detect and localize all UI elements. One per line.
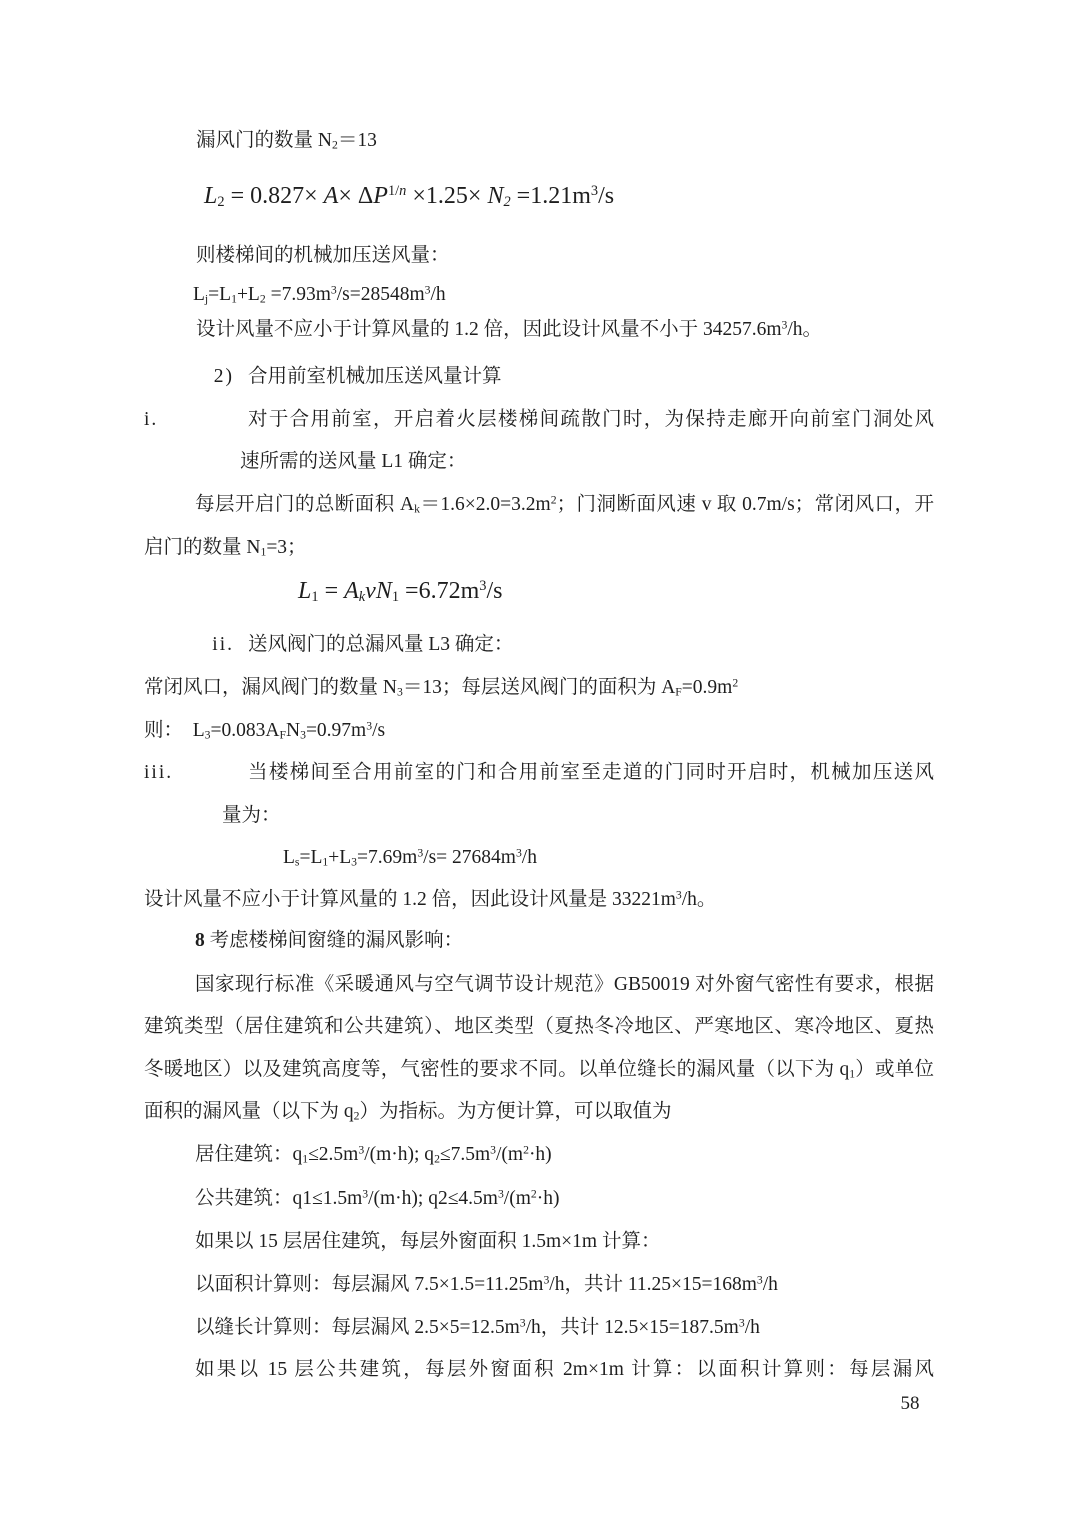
text-run: 居住建筑：q (195, 1144, 303, 1165)
text-run: 3 (362, 1187, 369, 1201)
text-run: 送风阀门的总漏风量 L3 确定： (248, 634, 514, 655)
text-run: ×1.25× (406, 183, 488, 209)
text-run: /h。 (681, 889, 717, 910)
line-L3-result (144, 711, 934, 751)
text-run: 面积的漏风量（以下为 q (144, 1101, 354, 1122)
line-item-iii-cont (222, 796, 934, 836)
text-run: 以面积计算则：每层漏风 7.5×1.5=11.25m (195, 1274, 544, 1295)
text-run: 对于合用前室，开启着火层楼梯间疏散门时，为保持走廊开向前室门洞处风 (248, 409, 934, 430)
line-design-flow-lobby (144, 880, 934, 920)
text-run: ）为指标。为方便计算，可以取值为 (359, 1101, 672, 1122)
para-gb50019-2 (144, 1007, 934, 1047)
formula-L2 (204, 176, 934, 216)
line-Ak-params (195, 485, 934, 525)
text-run: L (283, 847, 295, 868)
text-run: 3 (351, 855, 358, 869)
text-run: 1/ (387, 183, 400, 200)
text-run: /s (372, 720, 386, 741)
line-residential-limits (195, 1135, 934, 1175)
text-run: 每层开启门的总断面积 A (195, 494, 415, 515)
text-run: ）或单位 (855, 1059, 934, 1080)
text-run: 2 (217, 193, 225, 210)
text-run: 建筑类型（居住建筑和公共建筑）、地区类型（夏热冬冷地区、严寒地区、寒冷地区、夏热 (144, 1016, 934, 1037)
text-run: ·h) (528, 1144, 552, 1165)
text-run: =0.083A (210, 720, 280, 741)
text-run: 3 (738, 1316, 745, 1330)
line-Ls-result (283, 838, 934, 878)
text-run: =L (299, 847, 323, 868)
text-run: L (193, 284, 205, 305)
text-run: /h (430, 284, 446, 305)
text-run: 2 (523, 1143, 529, 1157)
text-run: =0.9m (681, 677, 733, 698)
para-gb50019-3 (144, 1050, 934, 1090)
text-run: 2 (530, 1187, 537, 1201)
text-run: /h，共计 12.5×15=187.5m (525, 1317, 739, 1338)
list-marker: ii. (212, 634, 234, 655)
text-run: ＝13；每层送风阀门的面积为 A (402, 677, 676, 698)
text-run: 以缝长计算则：每层漏风 2.5×5=12.5m (195, 1317, 520, 1338)
list-marker: 2) (213, 366, 234, 387)
text-run: A (344, 578, 359, 604)
text-run: F (675, 685, 682, 699)
text-run: 冬暖地区）以及建筑高度等，气密性的要求不同。以单位缝长的漏风量（以下为 q (144, 1059, 850, 1080)
text-run: 2 (434, 1152, 440, 1166)
line-N3-AF-params (144, 668, 934, 708)
text-run: L (204, 183, 218, 209)
page-number: 58 (900, 1393, 920, 1414)
text-run: 1 (391, 588, 400, 605)
line-item-i-cont (240, 442, 934, 482)
text-run: 2 (503, 193, 511, 210)
text-run: 3 (424, 283, 431, 297)
text-run: /h。 (787, 319, 823, 340)
text-run: /h (521, 847, 537, 868)
text-run: 3 (479, 578, 487, 595)
text-run: 3 (330, 283, 337, 297)
text-run: N (487, 183, 504, 209)
text-run: =0.97m (305, 720, 367, 741)
text-run: 量为： (222, 805, 281, 826)
line-leak-doors-count (196, 121, 934, 161)
text-run: 1 (322, 855, 329, 869)
text-run: +L (328, 847, 352, 868)
text-run: 如果以 15 层公共建筑，每层外窗面积 2m×1m 计算：以面积计算则：每层漏风 (195, 1359, 934, 1380)
line-public-limits (195, 1179, 934, 1219)
text-run: =1.21m (510, 183, 591, 209)
text-run: 设计风量不应小于计算风量的 1.2 倍，因此设计风量不小于 34257.6m (196, 319, 782, 340)
text-run: ·h) (536, 1188, 560, 1209)
text-run: /h，共计 11.25×15=168m (549, 1274, 757, 1295)
text-run: 合用前室机械加压送风量计算 (248, 366, 502, 387)
text-run: 3 (781, 318, 788, 332)
para-gb50019-1 (195, 965, 934, 1005)
text-run: =3； (266, 537, 307, 558)
text-run: k (414, 502, 420, 516)
text-run: ≤7.5m (439, 1144, 491, 1165)
text-run: 3 (590, 183, 599, 200)
line-public-example (195, 1350, 934, 1390)
line-stairwell-supply-heading (196, 236, 934, 276)
list-item-iii (144, 753, 934, 793)
text-run: /(m·h); q (364, 1144, 435, 1165)
text-run: × Δ (338, 183, 374, 209)
line-section-8-heading (195, 921, 934, 961)
text-run: 3 (358, 1143, 365, 1157)
text-run: n (399, 183, 407, 200)
text-run: 考虑楼梯间窗缝的漏风影响： (204, 930, 464, 951)
text-run: ；门洞断面风速 v 取 0.7m/s；常闭风口，开 (556, 494, 934, 515)
line-area-calc (195, 1265, 934, 1305)
line-residential-example (195, 1222, 934, 1262)
text-run: A (323, 183, 339, 209)
list-marker: iii. (144, 762, 174, 783)
text-run: 3 (675, 888, 682, 902)
text-run: 3 (366, 719, 373, 733)
text-run: 3 (300, 728, 306, 742)
text-run: 1 (260, 545, 267, 559)
text-run: 3 (515, 846, 522, 860)
text-run: 则： L (144, 720, 205, 741)
text-run: 常闭风口，漏风阀门的数量 N (144, 677, 397, 698)
list-item-text (248, 400, 934, 440)
text-run: = 0.827× (224, 183, 324, 209)
text-run: ＝1.6×2.0=3.2m (419, 494, 551, 515)
formula-L1 (298, 571, 934, 611)
text-run: N (286, 720, 301, 741)
text-run: 启门的数量 N (144, 537, 261, 558)
text-run: 1 (849, 1067, 856, 1081)
list-item-text (248, 753, 934, 793)
text-run: 国家现行标准《采暖通风与空气调节设计规范》GB50019 对外窗气密性有要求，根据 (195, 974, 934, 995)
text-run: 设计风量不应小于计算风量的 1.2 倍，因此设计风量是 33221m (144, 889, 676, 910)
text-run: 如果以 15 层居住建筑，每层外窗面积 1.5m×1m 计算： (195, 1231, 661, 1252)
text-run: 公共建筑：q1≤1.5m (195, 1188, 363, 1209)
line-Lj-result (193, 275, 934, 315)
text-run: 漏风门的数量 N (196, 130, 332, 151)
text-run: 3 (204, 728, 211, 742)
text-run: =6.72m (399, 578, 480, 604)
text-run: 3 (519, 1316, 526, 1330)
list-marker: i. (144, 409, 159, 430)
text-run: 8 (195, 930, 205, 951)
text-run: /s= 27684m (423, 847, 516, 868)
text-run: 2 (353, 1109, 360, 1123)
text-run: /s (598, 183, 615, 209)
text-run: /s (486, 578, 503, 604)
text-run: 2 (732, 676, 739, 690)
text-run: L (298, 578, 312, 604)
text-run: v (365, 578, 376, 604)
text-run: 3 (756, 1273, 763, 1287)
text-run: 1 (311, 588, 319, 605)
text-run: =7.93m (265, 284, 331, 305)
text-run: 3 (543, 1273, 550, 1287)
list-item-ii (144, 625, 934, 665)
text-run: =7.69m (357, 847, 418, 868)
text-run: /(m (503, 1188, 531, 1209)
text-run: k (358, 588, 366, 605)
text-run: = (318, 578, 345, 604)
text-run: 2 (331, 138, 338, 152)
line-N1-count (144, 528, 934, 568)
text-run: /h (762, 1274, 778, 1295)
list-item-text (248, 625, 934, 665)
text-run: N (375, 578, 392, 604)
text-run: 3 (417, 846, 424, 860)
para-gb50019-4 (144, 1092, 934, 1132)
text-run: 2 (259, 292, 266, 306)
text-run: /s=28548m (336, 284, 425, 305)
text-run: s (294, 855, 300, 869)
text-run: /(m·h); q2≤4.5m (368, 1188, 498, 1209)
text-run: P (373, 183, 388, 209)
line-design-flow-stairwell (196, 310, 934, 350)
text-run: 2 (550, 493, 557, 507)
text-run: /(m (496, 1144, 524, 1165)
text-run: 3 (396, 685, 403, 699)
text-run: 速所需的送风量 L1 确定： (240, 451, 467, 472)
text-run: 则楼梯间的机械加压送风量： (196, 245, 450, 266)
text-run: ＝13 (337, 130, 377, 151)
text-run: +L (236, 284, 260, 305)
text-run: 3 (490, 1143, 496, 1157)
text-run: 1 (302, 1152, 309, 1166)
list-item-2-heading (144, 357, 934, 397)
text-run: j (204, 292, 209, 306)
text-run: 3 (497, 1187, 504, 1201)
line-seam-calc (195, 1308, 934, 1348)
text-run: /h (744, 1317, 760, 1338)
text-run: ≤2.5m (308, 1144, 359, 1165)
text-run: 1 (231, 292, 237, 306)
text-run: 当楼梯间至合用前室的门和合用前室至走道的门同时开启时，机械加压送风 (248, 762, 934, 783)
text-run: =L (208, 284, 232, 305)
text-run: F (279, 728, 286, 742)
list-item-i (144, 400, 934, 440)
list-item-text (248, 357, 934, 397)
